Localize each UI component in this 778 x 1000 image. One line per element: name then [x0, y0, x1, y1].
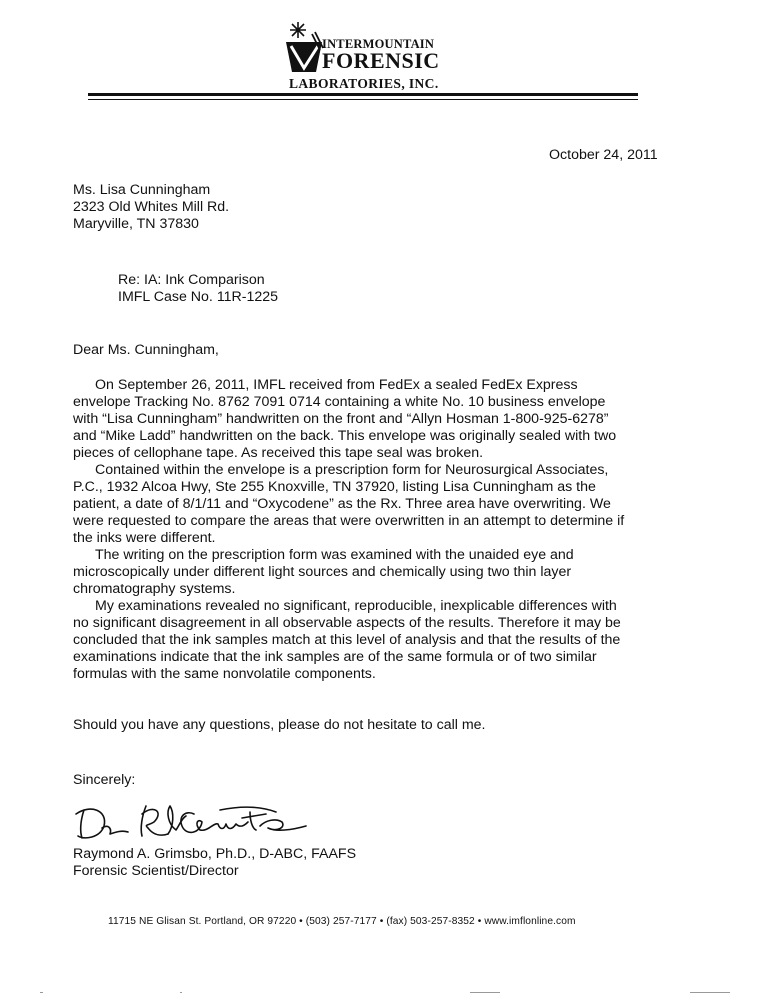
recipient-name: Ms. Lisa Cunningham: [73, 182, 211, 198]
letterhead: [0, 14, 778, 94]
recipient-city: Maryville, TN 37830: [73, 216, 199, 232]
body-line: with “Lisa Cunningham” handwritten on the front and “Allyn Hosman 1-800-925-6278”: [73, 411, 609, 427]
handwritten-signature: [70, 796, 315, 846]
body-line: no significant disagreement in all observable aspects of the results. Therefore it may be: [73, 615, 621, 631]
signer-name: Raymond A. Grimsbo, Ph.D., D-ABC, FAAFS: [73, 846, 357, 862]
subject-line: Re: IA: Ink Comparison: [118, 272, 265, 288]
scan-speck: [470, 992, 500, 993]
body-line: and “Mike Ladd” handwritten on the back. This envelope was originally sealed with two: [73, 428, 617, 444]
signer-block: [73, 846, 356, 880]
letter-date: October 24, 2011: [549, 147, 658, 163]
body-line: were requested to compare the areas that were overwritten in an attempt to determine if: [73, 513, 625, 529]
lab-logo-icon: [282, 20, 326, 78]
letterhead-name-main: FORENSIC: [322, 48, 440, 73]
body-line: On September 26, 2011, IMFL received from FedEx a sealed FedEx Express: [95, 377, 578, 393]
body-line: The writing on the prescription form was examined with the unaided eye and: [95, 547, 574, 563]
body-line: pieces of cellophane tape. As received this tape seal was broken.: [73, 445, 484, 461]
body-line: microscopically under different light sources and chemically using two thin layer: [73, 564, 572, 580]
sign-off: Sincerely:: [73, 772, 136, 788]
closing-question: Should you have any questions, please do not hesitate to call me.: [73, 717, 486, 733]
signer-title: Forensic Scientist/Director: [73, 863, 239, 879]
body-line: Contained within the envelope is a prescription form for Neurosurgical Associates,: [95, 462, 609, 478]
body-line: patient, a date of 8/1/11 and “Oxycodene” as the Rx. Three area have overwriting. We: [73, 496, 611, 512]
body-line: examinations indicate that the ink samples are of the same formula or of two similar: [73, 649, 597, 665]
letterhead-rule-thin: [88, 99, 638, 100]
body-line: envelope Tracking No. 8762 7091 0714 containing a white No. 10 business envelope: [73, 394, 606, 410]
body-line: concluded that the ink samples match at this level of analysis and that the results of the: [73, 632, 621, 648]
scan-speck: [180, 992, 182, 993]
letterhead-name-top: INTERMOUNTAIN: [322, 37, 435, 51]
footer-contact: 11715 NE Glisan St. Portland, OR 97220 • (503) 257-7177 • (fax) 503-257-8352 • www.imflonline.com: [108, 916, 576, 927]
scan-speck: [40, 992, 43, 993]
body-line: formulas with the same nonvolatile components.: [73, 666, 376, 682]
scan-speck: [690, 992, 730, 993]
body-line: My examinations revealed no significant, reproducible, inexplicable differences with: [95, 598, 617, 614]
salutation: Dear Ms. Cunningham,: [73, 342, 219, 358]
letterhead-rule: [88, 93, 638, 96]
subject-block: [118, 272, 278, 306]
recipient-address: [73, 182, 229, 233]
body-line: the inks were different.: [73, 530, 216, 546]
case-number: IMFL Case No. 11R-1225: [118, 289, 279, 305]
letterhead-name-bottom: LABORATORIES, INC.: [289, 76, 439, 91]
letter-body: [73, 377, 624, 683]
recipient-street: 2323 Old Whites Mill Rd.: [73, 199, 230, 215]
body-line: chromatography systems.: [73, 581, 236, 597]
body-line: P.C., 1932 Alcoa Hwy, Ste 255 Knoxville, TN 37920, listing Lisa Cunningham as the: [73, 479, 596, 495]
